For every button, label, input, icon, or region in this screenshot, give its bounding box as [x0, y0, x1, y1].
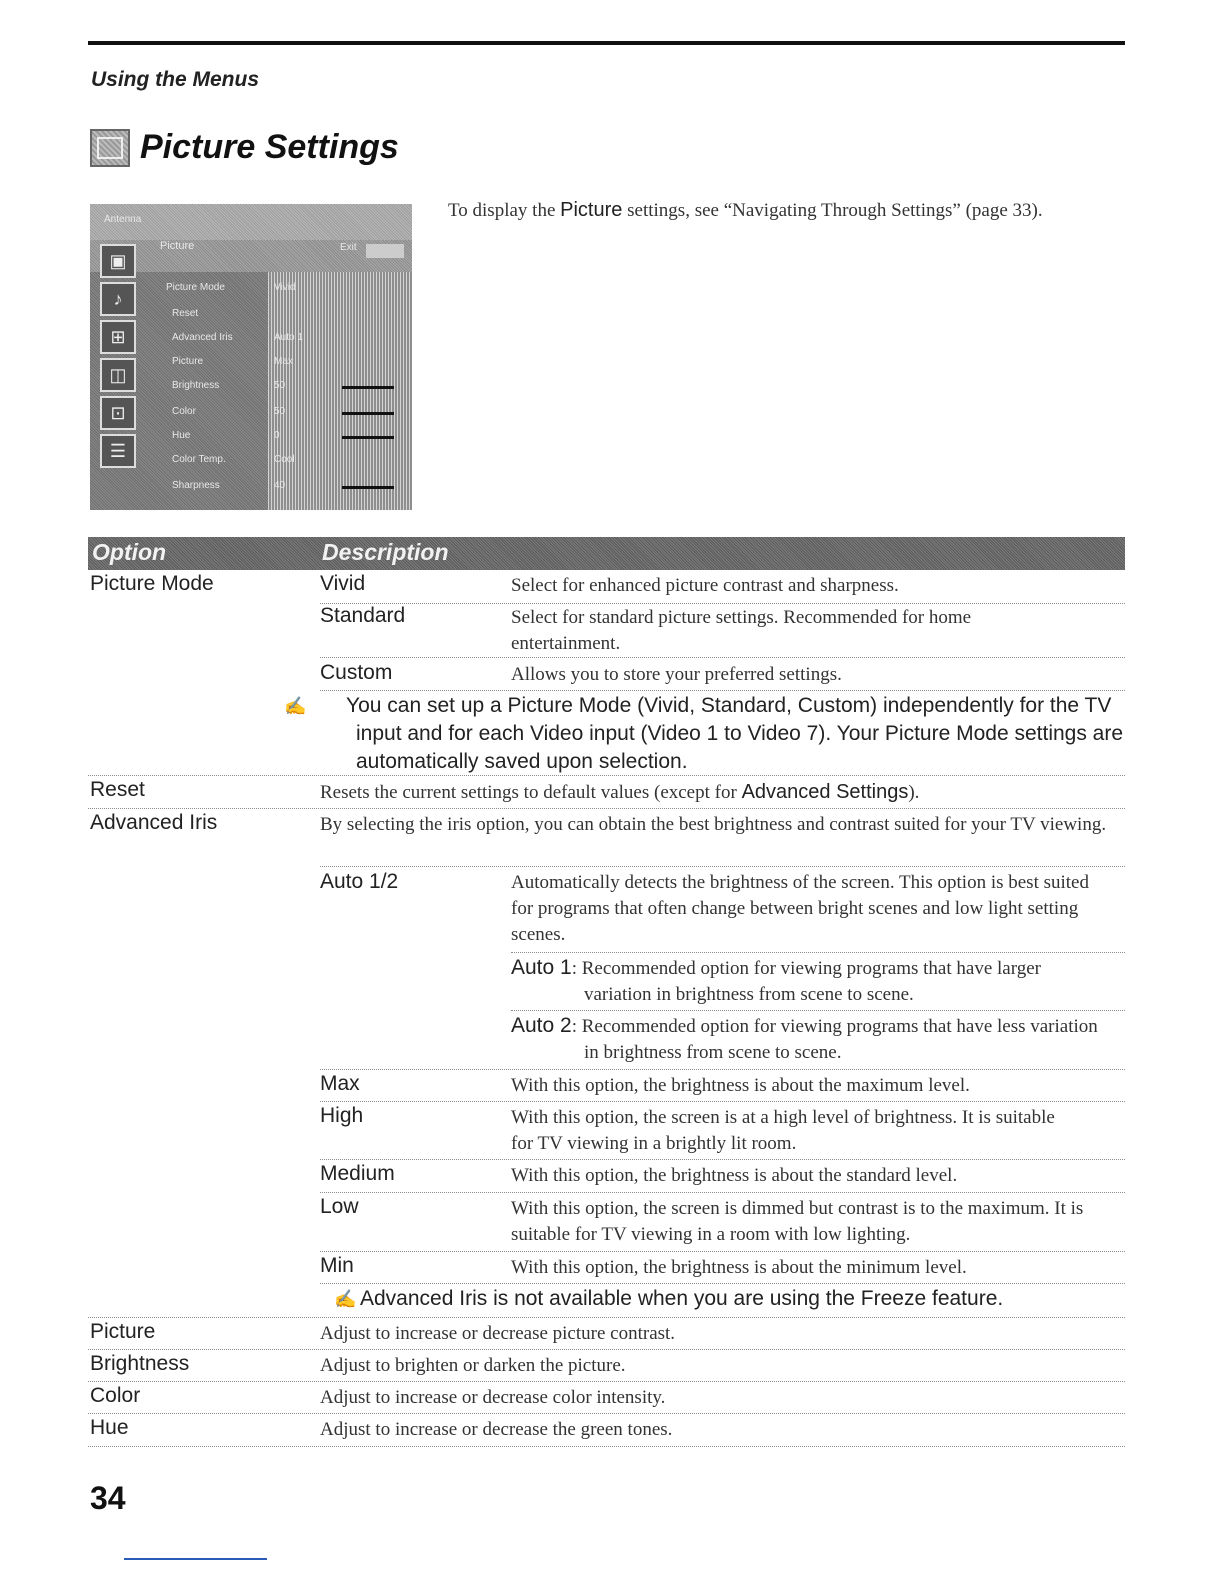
max-description: With this option, the brightness is about the maximum level.: [511, 1075, 970, 1096]
tv-item-label: Hue: [172, 430, 191, 441]
high-description: With this option, the screen is at a high level of brightness. It is suitable for TV viewing in a brightly lit room.: [511, 1107, 1055, 1154]
tv-item-value: Vivid: [274, 282, 296, 293]
low-description: With this option, the screen is dimmed but contrast is to the maximum. It is suitable for TV viewing in a room with low lighting.: [511, 1198, 1084, 1245]
tv-item-label: Sharpness: [172, 480, 220, 491]
page-title: Picture Settings: [140, 128, 399, 166]
auto12-description: Automatically detects the brightness of the screen. This option is best suited for programs that often change between bright scenes and low light setting scenes.: [511, 872, 1089, 945]
bottom-rule: [124, 1558, 267, 1560]
standard-description: Select for standard picture settings. Recommended for home entertainment.: [511, 607, 972, 654]
tv-item-label: Color Temp.: [172, 454, 226, 465]
tv-item-value: 40: [274, 480, 286, 491]
hue-description: Adjust to increase or decrease the green tones.: [320, 1419, 673, 1440]
sub-option-medium: Medium: [320, 1162, 395, 1185]
tv-item-value: 50: [274, 406, 286, 417]
tv-menu-top-label: Antenna: [104, 214, 142, 225]
tv-color-bar: [342, 412, 394, 415]
tv-menu-exit-label: Exit: [340, 242, 357, 253]
option-picture-mode: Picture Mode: [90, 572, 214, 595]
tv-picture-icon: ▣: [100, 244, 136, 278]
reset-description: Resets the current settings to default values (except for Advanced Settings).: [320, 781, 920, 803]
section-heading: Using the Menus: [91, 68, 260, 91]
tv-item-value: Max: [274, 356, 293, 367]
sub-option-high: High: [320, 1104, 364, 1127]
min-description: With this option, the brightness is about the minimum level.: [511, 1257, 967, 1278]
picture-settings-icon: [90, 129, 130, 167]
column-header-description: Description: [322, 539, 449, 565]
title-row: [90, 128, 399, 167]
picture-description: Adjust to increase or decrease picture contrast.: [320, 1323, 676, 1344]
tv-item-value: Auto 1: [274, 332, 303, 343]
option-picture: Picture: [90, 1320, 156, 1343]
tv-menu-screenshot: [90, 204, 412, 510]
tv-item-label: Picture Mode: [166, 282, 225, 293]
note-pen-icon: ✍: [334, 1289, 357, 1309]
vivid-description: Select for enhanced picture contrast and sharpness.: [511, 575, 899, 596]
auto2-description: Auto 2: Recommended option for viewing programs that have less variation in brightness from scene to scene.: [511, 1014, 1098, 1063]
tv-menu-exit-button: [366, 244, 404, 258]
note-pen-icon: ✍: [284, 696, 307, 716]
color-description: Adjust to increase or decrease color intensity.: [320, 1387, 666, 1408]
sub-option-custom: Custom: [320, 661, 393, 684]
sub-option-low: Low: [320, 1195, 359, 1218]
tv-sharpness-bar: [342, 486, 394, 489]
tv-screen-icon: ⊞: [100, 320, 136, 354]
tv-item-value: 50: [274, 380, 286, 391]
tv-brightness-bar: [342, 386, 394, 389]
sub-option-min: Min: [320, 1254, 354, 1277]
tv-item-value: Cool: [274, 454, 295, 465]
sub-option-vivid: Vivid: [320, 572, 366, 595]
tv-channel-icon: ◫: [100, 358, 136, 392]
tv-item-label: Advanced Iris: [172, 332, 233, 343]
option-hue: Hue: [90, 1416, 129, 1439]
brightness-description: Adjust to brighten or darken the picture.: [320, 1355, 626, 1376]
tv-item-label: Brightness: [172, 380, 220, 391]
option-brightness: Brightness: [90, 1352, 190, 1375]
advanced-iris-description: By selecting the iris option, you can obtain the best brightness and contrast suited for your TV viewing.: [320, 814, 1107, 835]
tv-item-label: Color: [172, 406, 196, 417]
tv-item-label: Reset: [172, 308, 199, 319]
tv-menu-title: Picture: [160, 240, 195, 252]
sub-option-standard: Standard: [320, 604, 406, 627]
tv-hue-bar: [342, 436, 394, 439]
option-advanced-iris: Advanced Iris: [90, 811, 218, 834]
picture-mode-note: ✍ You can set up a Picture Mode (Vivid, Standard, Custom) independently for the TV input and for each Video input (Video 1 to Video 7). Your Picture Mode settings are automatically saved upon selection.: [284, 694, 1124, 773]
tv-setup-icon: ☰: [100, 434, 136, 468]
sub-option-auto12: Auto 1/2: [320, 870, 399, 893]
tv-sound-icon: ♪: [100, 282, 136, 316]
top-rule: [88, 41, 1125, 45]
medium-description: With this option, the brightness is about the standard level.: [511, 1165, 958, 1186]
custom-description: Allows you to store your preferred settings.: [511, 664, 842, 685]
intro-text: To display the Picture settings, see “Navigating Through Settings” (page 33).: [448, 199, 1043, 221]
column-header-option: Option: [92, 539, 167, 565]
tv-parental-icon: ⊡: [100, 396, 136, 430]
tv-item-label: Picture: [172, 356, 204, 367]
table-header: [88, 537, 1125, 570]
advanced-iris-note: ✍ Advanced Iris is not available when you are using the Freeze feature.: [320, 1285, 1124, 1313]
tv-item-value: 0: [274, 430, 280, 441]
option-reset: Reset: [90, 778, 145, 801]
auto1-description: Auto 1: Recommended option for viewing programs that have larger variation in brightness from scene to scene.: [511, 956, 1041, 1005]
sub-option-max: Max: [320, 1072, 360, 1095]
page-number: 34: [90, 1480, 126, 1516]
option-color: Color: [90, 1384, 141, 1407]
